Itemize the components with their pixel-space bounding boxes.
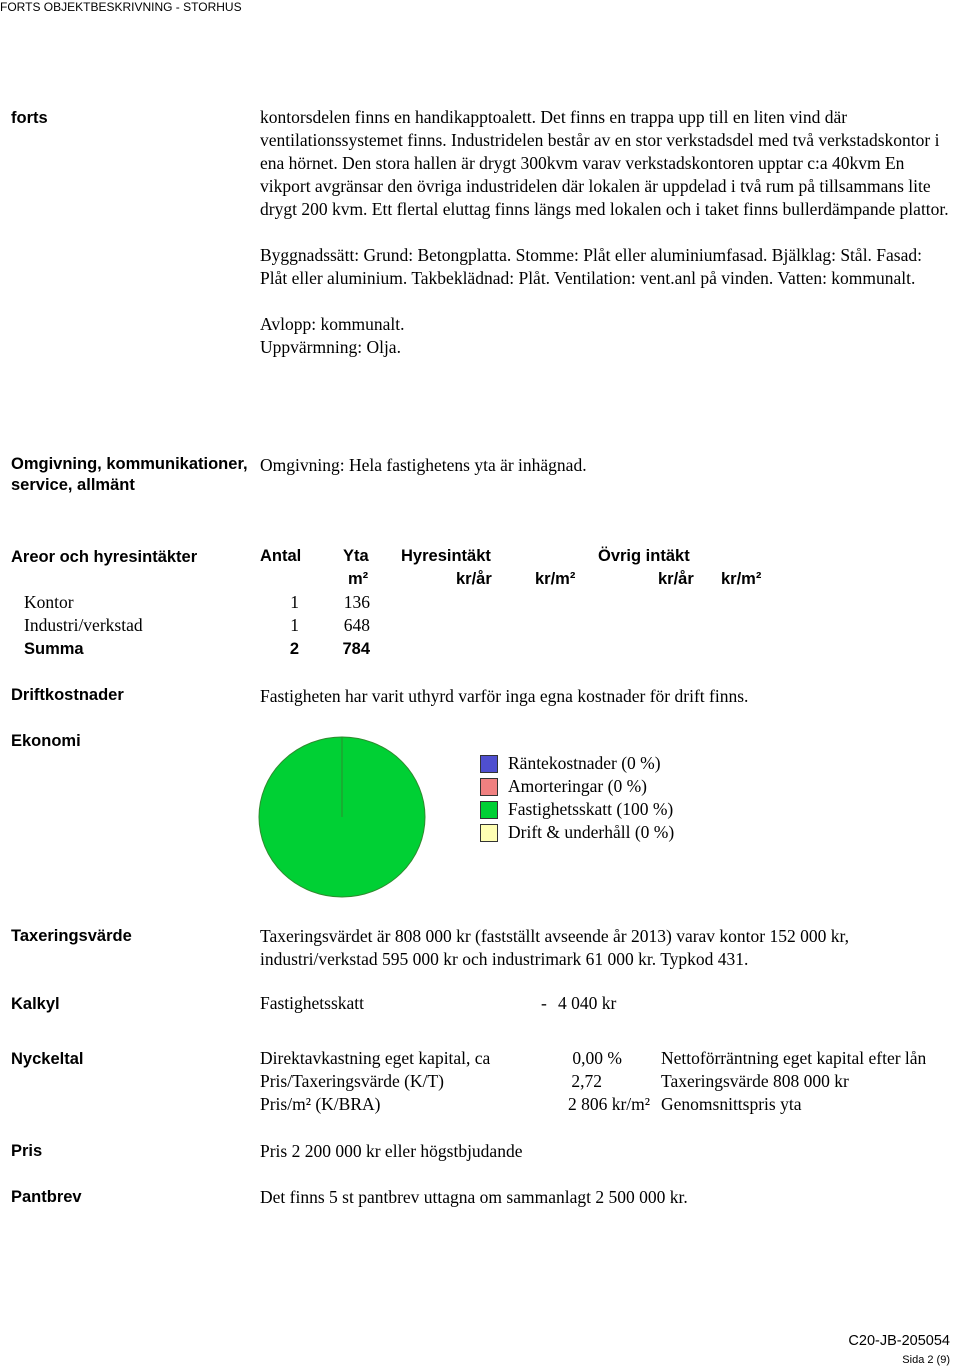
nyckeltal-row-value: 2 806 kr/m² (567, 1094, 650, 1114)
section-label-nyckeltal: Nyckeltal (11, 1050, 84, 1068)
nyckeltal-row-desc: Nettoförräntning eget kapital efter lån (661, 1048, 927, 1068)
section-text-taxeringsvarde: Taxeringsvärdet är 808 000 kr (fastställt avseende år 2013) varav kontor 152 000 kr, industri/verkstad 595 000 kr och industrimark 61 000 kr. Typkod 431. (260, 926, 850, 969)
section-label-taxeringsvarde: Taxeringsvärde (11, 927, 132, 945)
section-text-driftkostnader: Fastigheten har varit uthyrd varför inga egna kostnader för drift finns. (260, 686, 749, 706)
areor-unit-ovr-krm2: kr/m² (721, 570, 762, 588)
kalkyl-sign: - (541, 993, 547, 1013)
legend-swatch (480, 778, 498, 796)
areor-row-name: Kontor (24, 592, 74, 612)
document-code: C20-JB-205054 (848, 1333, 950, 1349)
areor-unit-hyr-krar: kr/år (456, 570, 492, 588)
nyckeltal-row-value: 2,72 (571, 1071, 602, 1091)
nyckeltal-row-name: Pris/m² (K/BRA) (260, 1094, 381, 1114)
legend-label: Drift & underhåll (0 %) (508, 822, 675, 842)
page-number: Sida 2 (9) (902, 1354, 950, 1366)
section-text-pantbrev: Det finns 5 st pantbrev uttagna om sammanlagt 2 500 000 kr. (260, 1187, 688, 1207)
legend-label: Fastighetsskatt (100 %) (508, 799, 674, 819)
areor-header-ovrig-intakt: Övrig intäkt (598, 547, 690, 565)
legend-swatch (480, 824, 498, 842)
areor-header-antal: Antal (260, 547, 302, 565)
areor-summa-antal: 2 (289, 640, 299, 658)
section-label-forts: forts (11, 109, 48, 127)
areor-row-antal: 1 (290, 592, 299, 612)
areor-header-hyresintakt: Hyresintäkt (401, 547, 491, 565)
section-label-kalkyl: Kalkyl (11, 995, 60, 1013)
section-label-ekonomi: Ekonomi (11, 732, 81, 750)
nyckeltal-row-desc: Genomsnittspris yta (661, 1094, 802, 1114)
areor-unit-yta: m² (348, 570, 369, 588)
areor-header-yta: Yta (343, 547, 369, 565)
nyckeltal-row-value: 0,00 % (572, 1048, 622, 1068)
section-label-pris: Pris (11, 1142, 43, 1160)
legend-swatch (480, 755, 498, 773)
nyckeltal-row-name: Direktavkastning eget kapital, ca (260, 1048, 491, 1068)
areor-unit-hyr-krm2: kr/m² (535, 570, 576, 588)
legend-label: Amorteringar (0 %) (508, 776, 647, 796)
section-label-omgivning: Omgivning, kommunikationer, service, allmänt (11, 455, 248, 494)
section-label-areor: Areor och hyresintäkter (11, 548, 198, 566)
ekonomi-pie-chart (250, 730, 440, 915)
areor-unit-ovr-krar: kr/år (658, 570, 694, 588)
page-header-title: FORTS OBJEKTBESKRIVNING - STORHUS (0, 0, 242, 14)
section-text-forts (260, 106, 952, 359)
kalkyl-value: 4 040 kr (558, 993, 617, 1013)
nyckeltal-row-name: Pris/Taxeringsvärde (K/T) (260, 1071, 444, 1091)
areor-row-yta: 136 (343, 592, 370, 612)
legend-swatch (480, 801, 498, 819)
legend-label: Räntekostnader (0 %) (508, 753, 661, 773)
section-text-omgivning: Omgivning: Hela fastighetens yta är inhägnad. (260, 455, 587, 475)
forts-paragraph-description: kontorsdelen finns en handikapptoalett. Det finns en trappa upp till en liten vind där ventilationssystemet finns. Industridelen består av en stor verkstadsdel med två verkstadskontor i ena hörnet. Den stora hallen är drygt 300kvm varav verkstadskontoren upptar c:a 40kvm En vikport avgränsar den övriga industridelen där lokalen är uppdelad i två rum på tillsammans lite drygt 200 kvm. Ett flertal eluttag finns längs med lokalen och i taket finns bullerdämpande plattor. (260, 107, 949, 219)
areor-summa-name: Summa (24, 640, 84, 658)
areor-summa-yta: 784 (342, 640, 370, 658)
areor-row-yta: 648 (343, 615, 370, 635)
areor-row-name: Industri/verkstad (24, 615, 143, 635)
forts-paragraph-construction: Byggnadssätt: Grund: Betongplatta. Stomme: Plåt eller aluminiumfasad. Bjälklag: Stål. Fasad: Plåt eller aluminium. Takbeklädnad: Plåt. Ventilation: vent.anl på vinden. Vatten: kommunalt. (260, 245, 922, 288)
areor-row-antal: 1 (290, 615, 299, 635)
section-label-driftkostnader: Driftkostnader (11, 686, 124, 704)
section-label-pantbrev: Pantbrev (11, 1188, 82, 1206)
section-text-pris: Pris 2 200 000 kr eller högstbjudande (260, 1141, 523, 1161)
kalkyl-item: Fastighetsskatt (260, 993, 365, 1013)
nyckeltal-row-desc: Taxeringsvärde 808 000 kr (661, 1071, 849, 1091)
forts-paragraph-utilities: Avlopp: kommunalt. Uppvärmning: Olja. (260, 314, 405, 357)
